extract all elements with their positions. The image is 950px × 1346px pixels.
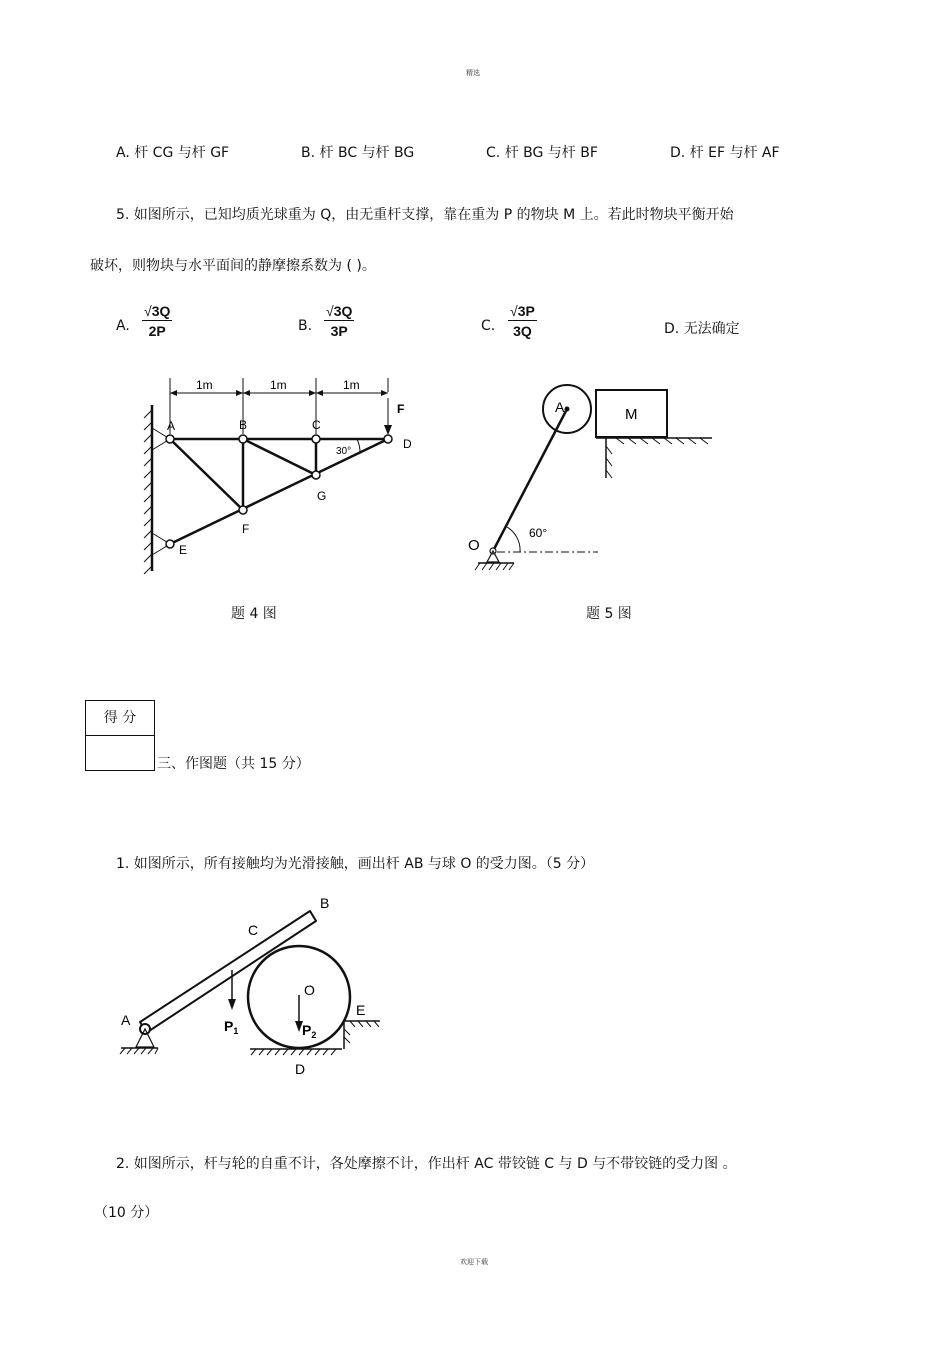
block-m-label: M [625,406,638,423]
q4-option-d: D. 杆 EF 与杆 AF [670,145,780,161]
q5-option-b-label: B. [298,318,313,334]
node-a-label: A [167,419,176,433]
section-3-title: 三、作图题（共 15 分） [157,756,310,772]
fig4-caption: 题 4 图 [231,606,277,622]
problem-1-text: 1. 如图所示，所有接触均为光滑接触，画出杆 AB 与球 O 的受力图。（5 分） [116,856,595,872]
q5-option-a-label: A. [116,318,130,334]
angle-30-label: 30° [336,446,352,457]
dim-2: 1m [270,378,287,392]
dim-1: 1m [196,378,213,392]
q5-option-c-fraction: $\frac{√3P}{3Q}$ [510,303,535,339]
q5-line1: 5. 如图所示，已知均质光球重为 Q，由无重杆支撑，靠在重为 P 的物块 M 上。若此时物块平衡开始 [116,207,734,223]
load-p1-label: $P_1$ [224,1018,239,1036]
force-f-label: F [397,402,405,416]
dim-3: 1m [343,378,360,392]
rod-sphere-figure [110,890,400,1080]
node-g-label: G [317,489,327,503]
page-footer: 欢迎下载 [460,1258,488,1266]
point-e-label: E [356,1002,366,1018]
angle-60-label: 60° [529,526,548,540]
node-d-label: D [403,437,412,451]
problem-2-line1: 2. 如图所示，杆与轮的自重不计，各处摩擦不计，作出杆 AC 带铰链 C 与 D 与不带铰链的受力图 。 [116,1156,737,1172]
ball-block-figure [460,380,730,580]
pivot-o-label: O [468,537,480,554]
problem-2-line2: （10 分） [94,1205,159,1221]
node-b-label: B [239,418,248,432]
q5-option-b-fraction: $\frac{√3Q}{3P}$ [326,303,353,339]
q5-line2: 破坏，则物块与水平面间的静摩擦系数为 ( )。 [90,258,376,274]
point-d-label: D [295,1061,306,1077]
point-b-label: B [320,895,330,911]
q5-option-c-label: C. [481,318,496,334]
q4-option-c: C. 杆 BG 与杆 BF [486,145,598,161]
point-c-label: C [248,922,259,938]
q5-option-a-fraction: $\frac{√3Q}{2P}$ [144,303,171,339]
q4-option-b: B. 杆 BC 与杆 BG [301,145,415,161]
score-box [85,700,155,771]
point-a-label: A [121,1012,131,1028]
node-f-label: F [242,522,250,536]
ball-a-label: A [555,399,565,415]
node-c-label: C [312,418,321,432]
fig5-caption: 题 5 图 [586,606,632,622]
load-p2-label: $P_2$ [302,1022,317,1040]
truss-figure [130,370,430,580]
score-blank[interactable] [86,736,154,770]
q4-option-a: A. 杆 CG 与杆 GF [116,145,230,161]
q5-option-d: D. 无法确定 [664,321,740,337]
node-e-label: E [179,543,188,557]
page-header: 精选 [466,69,480,77]
score-label: 得 分 [86,701,154,736]
center-o-label: O [304,982,315,998]
